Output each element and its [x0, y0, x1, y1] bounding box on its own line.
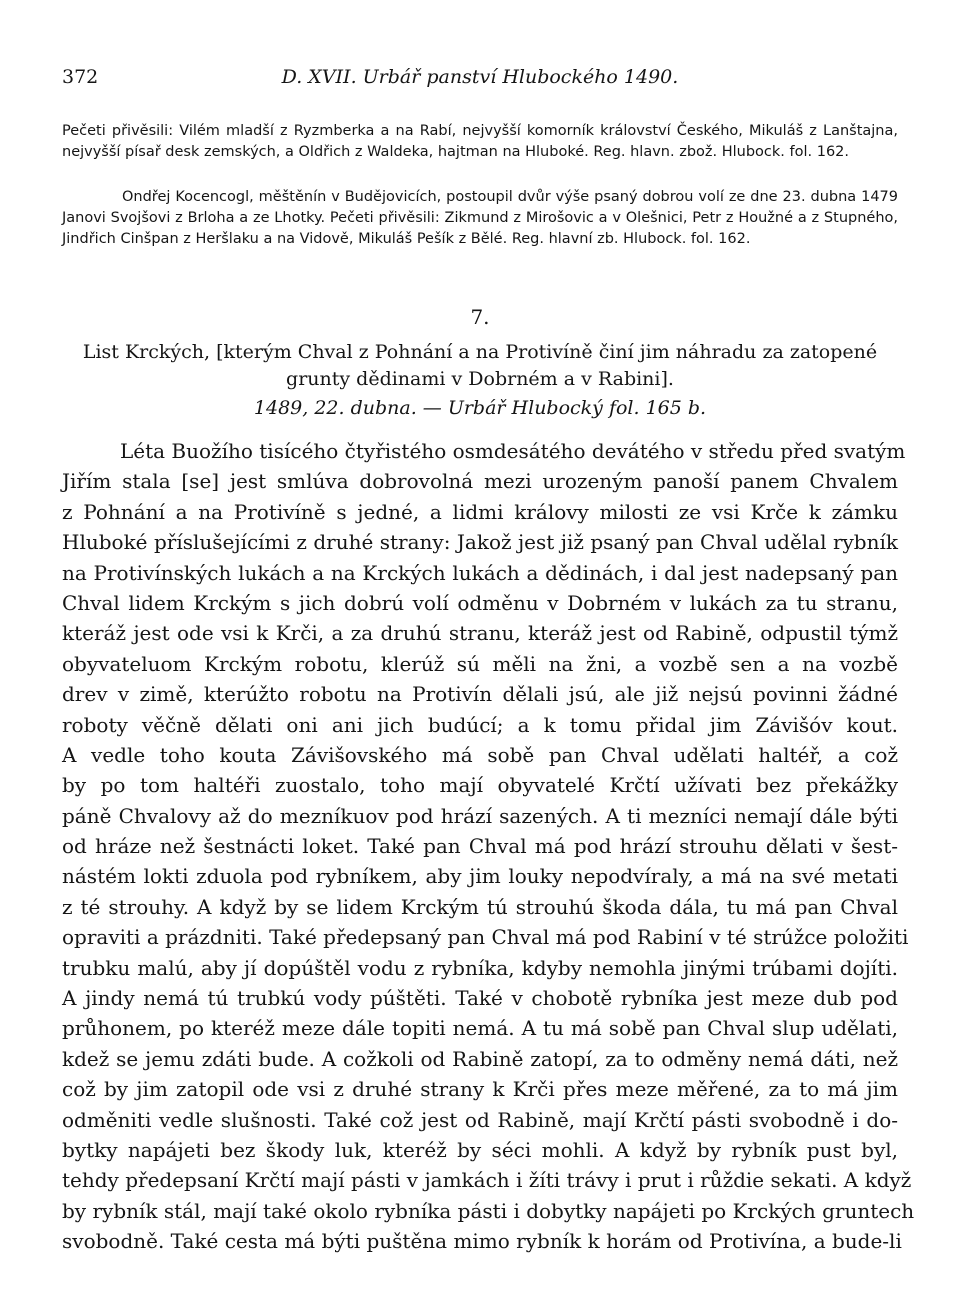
body-line: bytky napájeti bez škody luk, kteréž by séci mohli. A když by rybník pust byl, [62, 1137, 898, 1162]
body-line: obyvateluom Krckým robotu, klerúž sú měli na žni, a vozbě sen a na vozbě [62, 651, 898, 676]
seal-note-text: Pečeti přivěsili: Vilém mladší z Ryzmberka a na Rabí, nejvyšší komorník království Českého, Mikuláš z Lanštajna, nejvyšší písař desk zemských, a Oldřich z Waldeka, hajtman na Hluboké. Reg. hlavn. zbož. Hlubock. fol. 162. [62, 123, 898, 160]
body-line: nástém lokti zduola pod rybníkem, aby jim louky nepodvíraly, a má na své metati [62, 864, 898, 889]
body-line: kteráž jest ode vsi k Krči, a za druhú stranu, kteráž jest od Rabině, odpustil týmž [62, 621, 898, 646]
body-line: opraviti a prázdniti. Také předepsaný pan Chval má pod Rabiní v té strúžce položiti [62, 925, 909, 950]
body-line: páně Chvalovy až do mezníkuov pod hrází sazených. A ti mezníci nemají dále býti [62, 803, 898, 828]
body-line: by rybník stál, mají také okolo rybníka pásti i dobytky napájeti po Krckých gruntech [62, 1198, 915, 1223]
body-line: z té strouhy. A když by se lidem Krckým tú strouhú škoda dála, tu má pan Chval [62, 894, 898, 919]
body-line: Chval lidem Krckým s jich dobrú volí odměnu v Dobrném v lukách za tu stranu, [62, 590, 898, 615]
running-title: D. XVII. Urbář panství Hlubockého 1490. [281, 66, 679, 88]
body-line: což by jim zatopil ode vsi z druhé strany k Krči přes meze měřené, za to má jim [62, 1077, 898, 1102]
body-line: od hráze než šestnácti loket. Také pan Chval má pod hrází strouhu dělati v šest- [62, 834, 898, 859]
body-line: trubku malú, aby jí dopúštěl vodu z rybníka, kdyby nemohla jinými trúbami dojíti. [62, 955, 898, 980]
transfer-note-paragraph [62, 187, 898, 250]
body-line: Léta Buožího tisícého čtyřistého osmdesátého devátého v středu před svatým [120, 439, 906, 463]
document-date-line: 1489, 22. dubna. — Urbář Hlubocký fol. 165 b. [253, 397, 707, 419]
body-line: A jindy nemá tú trubkú vody púštěti. Také v chobotě rybníka jest meze dub pod [62, 986, 898, 1011]
body-line: tehdy předepsaní Krčtí mají pásti v jamkách i žíti trávy i prut i růždie sekati. A když [62, 1168, 912, 1193]
body-line: drev v zimě, kterúžto robotu na Protivín dělali jsú, ale již nejsú povinni žádné [62, 682, 898, 707]
body-line: by po tom haltéři zuostalo, toho mají obyvatelé Krčtí užívati bez překážky [62, 773, 898, 798]
body-line: průhonem, po kteréž meze dále topiti nemá. A tu má sobě pan Chval slup udělati, [62, 1016, 898, 1041]
transfer-note-text: Ondřej Kocencogl, měštěnín v Budějovicích, postoupil dvůr výše psaný dobrou volí ze dne 23. dubna 1479 Janovi Svojšovi z Brloha a ze Lhotky. Pečeti přivěsili: Zikmund z Mirošovic a v Olešnici, Petr z Houžné a z Stupného, Jindřich Cinšpan z Heršlaku a na Vidově, Mikuláš Pešík z Bělé. Reg. hlavní zb. Hlubock. fol. 162. [62, 189, 898, 247]
document-number: 7. [470, 305, 490, 329]
body-line: roboty věčně dělati oni ani jich budúcí; a k tomu přidal jim Závišóv kout. [62, 712, 898, 737]
body-line: na Protivínských lukách a na Krckých lukách a dědinách, i dal jest nadepsaný pan [62, 560, 898, 585]
body-line: Jiřím stala [se] jest smlúva dobrovolná mezi urozeným panoší panem Chvalem [62, 469, 898, 494]
document-body [62, 436, 915, 1257]
page-header [62, 66, 898, 96]
body-line: svobodně. Také cesta má býti puštěna mimo rybník k horám od Protivína, a bude-li [62, 1229, 902, 1254]
body-line: A vedle toho kouta Závišovského má sobě pan Chval udělati haltéř, a což [62, 742, 898, 767]
seal-note-paragraph [62, 121, 898, 163]
body-line: z Pohnání a na Protivíně s jedné, a lidmi královy milosti ze vsi Krče k zámku [62, 499, 898, 524]
body-line: odměniti vedle slušnosti. Také což jest od Rabině, mají Krčtí pásti svobodně i do- [62, 1107, 898, 1132]
body-line: Hluboké příslušejícími z druhé strany: Jakož jest již psaný pan Chval udělal rybník [62, 530, 898, 555]
document-title: List Krckých, [kterým Chval z Pohnání a na Protivíně činí jim náhradu za zatopené grunty dědinami v Dobrném a v Rabini]. [82, 341, 878, 390]
page-number: 372 [62, 66, 99, 88]
body-line: kdež se jemu zdáti bude. A cožkoli od Rabině zatopí, za to odměny nemá dáti, než [62, 1046, 898, 1071]
